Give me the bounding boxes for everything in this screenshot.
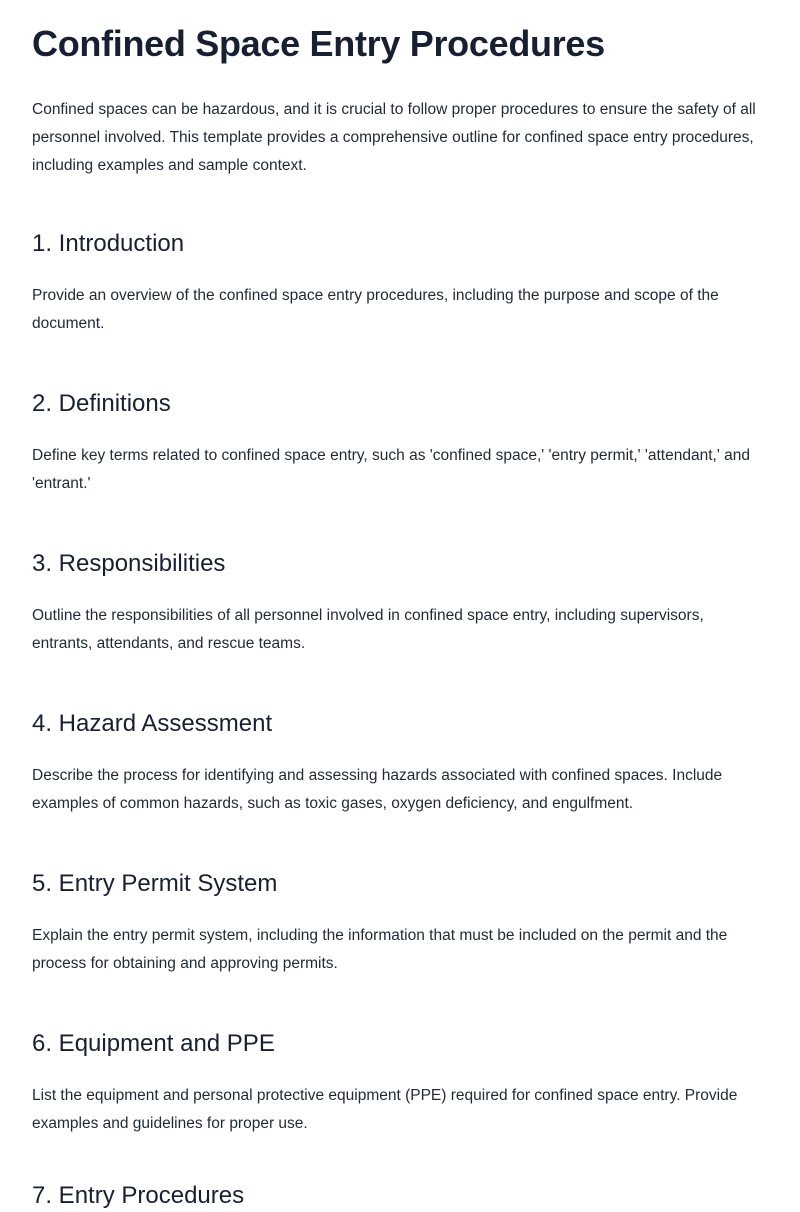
- section-hazard-assessment: [32, 708, 768, 818]
- page-title: Confined Space Entry Procedures: [32, 23, 605, 64]
- section-body: Provide an overview of the confined space entry procedures, including the purpose and scope of the document.: [32, 287, 719, 332]
- section-introduction: [32, 228, 768, 338]
- section-heading: 3. Responsibilities: [32, 550, 226, 577]
- section-heading: 1. Introduction: [32, 230, 185, 257]
- section-heading: 6. Equipment and PPE: [32, 1030, 275, 1057]
- section-body: List the equipment and personal protective equipment (PPE) required for confined space entry. Provide examples and guidelines for proper use.: [32, 1087, 738, 1132]
- section-body: Outline the responsibilities of all personnel involved in confined space entry, including supervisors, entrants, attendants, and rescue teams.: [32, 607, 704, 652]
- section-entry-procedures: [32, 1180, 768, 1212]
- section-responsibilities: [32, 548, 768, 658]
- section-heading: 2. Definitions: [32, 390, 171, 417]
- section-body: Explain the entry permit system, including the information that must be included on the permit and the process for obtaining and approving permits.: [32, 927, 728, 972]
- section-body: Describe the process for identifying and assessing hazards associated with confined spaces. Include examples of common hazards, such as toxic gases, oxygen deficiency, and engulfment.: [32, 767, 723, 812]
- section-heading: 7. Entry Procedures: [32, 1182, 245, 1209]
- section-equipment-and-ppe: [32, 1028, 768, 1138]
- section-entry-permit-system: [32, 868, 768, 978]
- section-body: Define key terms related to confined space entry, such as 'confined space,' 'entry permit,' 'attendant,' and 'entrant.': [32, 447, 750, 492]
- section-heading: 5. Entry Permit System: [32, 870, 278, 897]
- intro-paragraph: Confined spaces can be hazardous, and it is crucial to follow proper procedures to ensure the safety of all personnel involved. This template provides a comprehensive outline for confined space entry procedures, including examples and sample context.: [32, 101, 756, 174]
- section-heading: 4. Hazard Assessment: [32, 710, 273, 737]
- section-definitions: [32, 388, 768, 498]
